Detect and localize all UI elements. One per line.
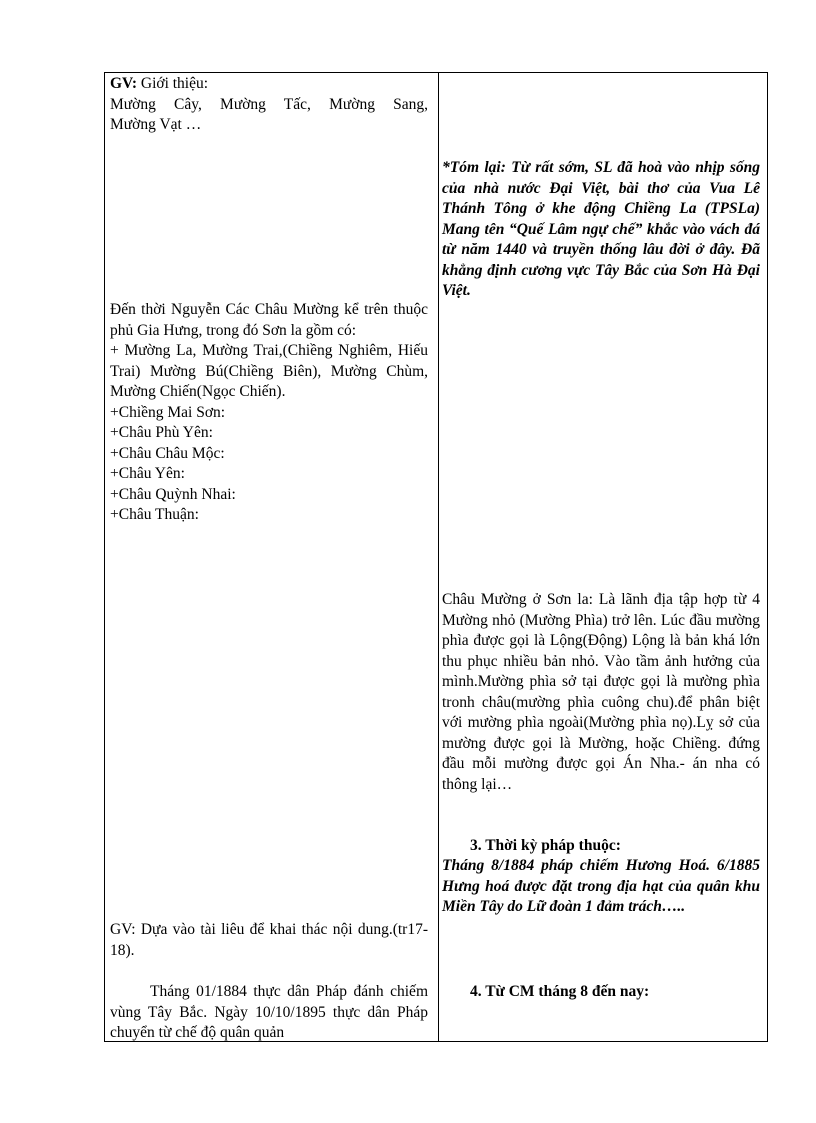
chau-muong-list-item: + Mường La, Mường Trai,(Chiềng Nghiêm, Hiếu Trai) Mường Bú(Chiềng Biên), Mường Chùm, Mường Chiến(Ngọc Chiến). <box>110 342 428 400</box>
chau-muong-list-item: +Châu Châu Mộc: <box>110 444 225 462</box>
chau-muong-list-item: +Châu Thuận: <box>110 506 199 523</box>
chau-muong-list-item: +Châu Quỳnh Nhai: <box>110 485 236 503</box>
heading-phap-thuoc: 3. Thời kỳ pháp thuộc: <box>470 837 621 854</box>
chau-muong-list-item: +Châu Phù Yên: <box>110 424 213 441</box>
heading-cm-thang-8: 4. Từ CM tháng 8 đến nay: <box>470 983 650 1000</box>
muong-list-line1: Mường Cây, Mường Tấc, Mường Sang, <box>110 95 428 113</box>
chau-muong-paragraph: Châu Mường ở Sơn la: Là lãnh địa tập hợp từ 4 Mường nhỏ (Mường Phìa) trở lên. Lúc đầu mường phìa được gọi là Lộng(Động) Lộng là bản khá lớn thu phục nhiều bản nhỏ. Vào tầm ảnh hưởng của mình.Mường phìa sở tại được gọi là mường phìa tronh châu(mường phìa cuông chu).để phân biệt với mường phìa ngoài(Mường phìa nọ).Lỵ sở của mường được gọi là Mường, hoặc Chiềng. đứng đầu mỗi mường được gọi Án Nha.- án nha có thông lại… <box>442 591 760 793</box>
nguyen-period-block <box>110 300 428 526</box>
chau-muong-list-item: +Châu Yên: <box>110 465 185 482</box>
chau-muong-list-item: +Chiềng Mai Sơn: <box>110 403 226 421</box>
column-divider <box>438 73 439 1041</box>
phap-thuoc-paragraph: Tháng 8/1884 pháp chiếm Hương Hoá. 6/1885 Hưng hoá được đặt trong địa hạt của quân khu Miền Tây do Lữ đoàn 1 đảm trách….. <box>442 857 760 915</box>
gv-label: GV: <box>110 75 137 92</box>
gv-intro-text: Giới thiệu: <box>137 75 209 92</box>
gv-document-note: GV: Dựa vào tài liêu để khai thác nội dung.(tr17-18). <box>110 921 428 959</box>
summary-paragraph: *Tóm lại: Từ rất sớm, SL đã hoà vào nhịp sống của nhà nước Đại Việt, bài thơ của Vua Lê Thánh Tông ở khe động Chiềng La (TPSLa) Mang tên “Quế Lâm ngự chế” khắc vào vách đá từ năm 1440 và truyền thống lâu đời ở đây. Đã khẳng định cương vực Tây Bắc của Sơn Hà Đại Việt. <box>442 159 760 299</box>
phap-invasion-paragraph: Tháng 01/1884 thực dân Pháp đánh chiếm vùng Tây Bắc. Ngày 10/10/1895 thực dân Pháp chuyển từ chế độ quân quản <box>110 983 428 1041</box>
nguyen-paragraph: Đến thời Nguyễn Các Châu Mường kể trên thuộc phủ Gia Hưng, trong đó Sơn la gồm có: <box>110 301 428 339</box>
gv-intro <box>110 74 428 136</box>
muong-list-line2: Mường Vạt … <box>110 116 202 133</box>
